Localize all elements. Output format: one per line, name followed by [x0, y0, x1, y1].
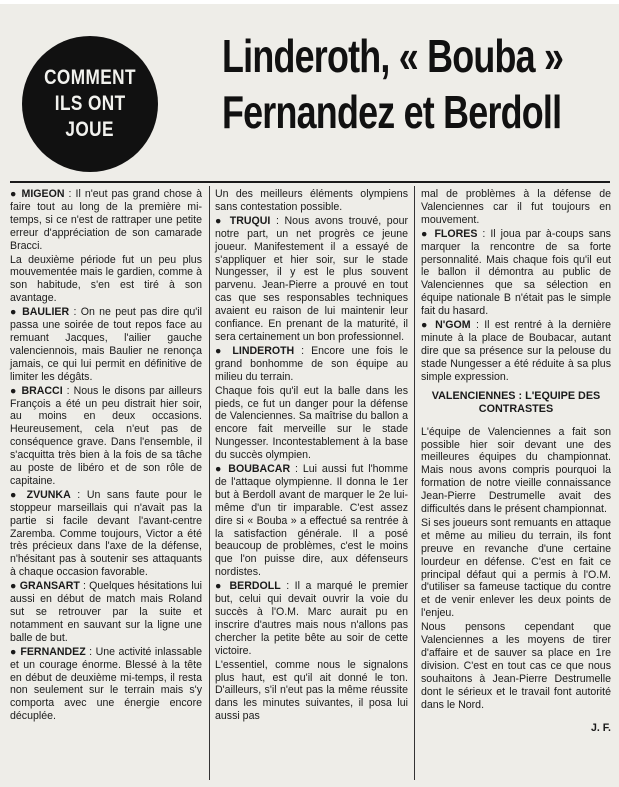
- commentary-paragraph: L'équipe de Valenciennes a fait son possible hier soir devant une des meilleures équipes du championnat. Mais nous avons compris pourquoi la formation de notre vieille connaissance Jean-Pierre Destrumelle avait des difficultés dans le présent championnat.: [421, 425, 611, 516]
- player-rating: ● BRACCI : Nous le disons par ailleurs François a été un peu distrait hier soir, au moins en deux occasions. Heureusement, cela n'eut pas de conséquence grave. Dans l'ensemble, il s'acquitta très bien à la fois de sa tâche au poste de libéro et de son rôle de capitaine.: [10, 384, 202, 487]
- headline-line-1: Linderoth, « Bouba »: [222, 30, 564, 82]
- player-rating-text: Nous avons trouvé, pour notre part, un net progrès ce jeune joueur. Manifestement il a essayé de s'appliquer et hier soir, sur le stade Nungesser, il y est le plus souvent parvenu. Jean-Pierre a prouvé en tout cas que ses responsables techniques avaient eu raison de lui maintenir leur confiance. En prenant de la maturité, il sera certainement un bon professionnel.: [215, 214, 408, 343]
- column-rule-1: [209, 186, 210, 780]
- section-subhead: VALENCIENNES : L'EQUIPE DES CONTRASTES: [431, 389, 601, 415]
- badge-line-3: JOUE: [65, 118, 115, 141]
- player-rating: ● N'GOM : Il est rentré à la dernière minute à la place de Boubacar, autant dire que sa présence sur la pelouse du stade Nungesser a été réduite à sa plus simple expression.: [421, 319, 611, 383]
- player-rating-text: Lui aussi fut l'homme de l'attaque olympienne. Il donna le 1er but à Berdoll avant de marquer le 2e lui-même d'un tir imparable. C'est assez dire si « Bouba » a effectué sa rentrée à la satisfaction générale. Il a posé beaucoup de problèmes, c'est le moins que l'on puisse dire, aux défenseurs nordistes.: [215, 463, 408, 579]
- player-rating: [421, 188, 611, 227]
- column-1: [10, 188, 202, 724]
- player-rating-text: Nous le disons par ailleurs François a été un peu distrait hier soir, au moins en deux occasions. Heureusement, cela n'eut pas de conséquence grave. Dans l'ensemble, il s'acquitta très bien à la fois de sa tâche au poste de libéro et de son rôle de capitaine.: [10, 384, 202, 487]
- commentary-paragraph: Si ses joueurs sont remuants en attaque et même au milieu du terrain, ils font preuve en revanche d'une certaine lourdeur en défense. C'est en fait ce principal défaut qui a permis à l'O.M. d'utiliser sa fameuse tactique du contre et de venir enlever les deux points de l'enjeu.: [421, 516, 611, 620]
- player-name: GRANSART: [19, 580, 80, 593]
- player-rating-text: La deuxième période fut un peu plus mouvementée mais le gardien, comme à son habitude, s'en est tiré à son avantage.: [10, 253, 202, 305]
- header-rule: [10, 181, 610, 183]
- top-margin: [0, 0, 619, 4]
- column-3: [421, 188, 611, 734]
- player-rating-text: Encore une fois le grand bonhomme de son équipe au milieu du terrain.: [215, 344, 408, 383]
- badge-line-2: ILS ONT: [54, 92, 126, 115]
- player-rating-text: Une activité inlassable et un courage énorme. Blessé à la tête en début de deuxième mi-temps, il resta non seulement sur le terrain mais s'y comporta avec une énergie encore décuplée.: [10, 645, 202, 723]
- player-rating: ● MIGEON : Il n'eut pas grand chose à faire tout au long de la première mi-temps, si ce n'est de rattraper une petite erreur d'appréciation de son camarade Bracci.: [10, 188, 202, 252]
- signature: J. F.: [590, 721, 611, 734]
- player-rating-text: mal de problèmes à la défense de Valenciennes car il fut toujours en mouvement.: [421, 188, 611, 226]
- player-rating-text: Il a marqué le premier but, celui qui devait ouvrir la voie du succès à l'O.M. Marc aurait pu en inscrire d'autres mais nous n'allons pas chercher la petite bête au soir de cette victoire.: [215, 580, 408, 657]
- badge-line-1: COMMENT: [44, 66, 136, 89]
- player-name: MIGEON: [21, 188, 65, 200]
- player-name: BRACCI: [21, 384, 63, 397]
- column-3-ratings: [421, 188, 611, 384]
- player-name: LINDEROTH: [232, 344, 295, 357]
- player-rating: ● FLORES : Il joua par à-coups sans marquer la rencontre de sa forte personnalité. Mais chaque fois qu'il eut le ballon il démontra au public de Valenciennes que sa sélection en équipe nationale B n'était pas le simple fait du hasard.: [421, 227, 611, 318]
- player-name: TRUQUI: [229, 214, 271, 227]
- player-rating-text: Il est rentré à la dernière minute à la place de Boubacar, autant dire que sa présence sur la pelouse du stade Nungesser a été réduite à sa plus simple expression.: [421, 319, 611, 383]
- player-name: FLORES: [434, 227, 478, 240]
- player-rating: [215, 659, 408, 724]
- player-rating: ● TRUQUI : Nous avons trouvé, pour notre part, un net progrès ce jeune joueur. Manifestement il a essayé de s'appliquer et hier soir, sur le stade Nungesser, il y est le plus souvent parvenu. Jean-Pierre a prouvé en tout cas que ses responsables techniques avaient eu raison de lui maintenir leur confiance. En prenant de la maturité, il sera certainement un bon professionnel.: [215, 214, 408, 343]
- section-badge: [22, 36, 158, 172]
- player-name: BOUBACAR: [228, 463, 291, 476]
- player-rating-text: L'essentiel, comme nous le signalons plus haut, est qu'il ait donné le ton. D'ailleurs, s'il n'eut pas la même réussite dans les minutes suivantes, il posa lui aussi pas: [215, 658, 408, 723]
- commentary-paragraph: Nous pensons cependant que Valenciennes a les moyens de tirer d'affaire et de sauver sa place en 1re division. C'est en tout cas ce que nous souhaitons à Jean-Pierre Destrumelle dont le sérieux et le travail font autorité dans le Nord.: [421, 621, 611, 711]
- player-rating: [215, 385, 408, 462]
- column-2: [215, 188, 408, 724]
- player-name: N'GOM: [435, 319, 471, 332]
- player-name: BERDOLL: [229, 580, 281, 593]
- player-rating-text: Quelques hésitations lui aussi en début de match mais Roland sut se retrouver par la suite et notamment en sauvant sur la ligne une balle de but.: [10, 580, 202, 644]
- player-rating: ● GRANSART : Quelques hésitations lui aussi en début de match mais Roland sut se retrouver par la suite et notamment en sauvant sur la ligne une balle de but.: [10, 580, 202, 644]
- player-rating: ● BAULIER : On ne peut pas dire qu'il passa une soirée de tout repos face au remuant Jacques, l'ailier gauche valenciennois, mais Baulier ne renonça jamais, ce qui lui permit en définitive de limiter les dégâts.: [10, 306, 202, 383]
- player-rating-text: On ne peut pas dire qu'il passa une soirée de tout repos face au remuant Jacques, l'ailier gauche valenciennois, mais Baulier ne renonça jamais, ce qui lui permit en définitive de limiter les dégâts.: [10, 306, 202, 383]
- column-3-commentary: [421, 426, 611, 712]
- player-rating-text: Un des meilleurs éléments olympiens sans contestation possible.: [215, 188, 408, 213]
- player-rating-text: Il joua par à-coups sans marquer la rencontre de sa forte personnalité. Mais chaque fois qu'il eut le ballon il démontra au public de Valenciennes que sa sélection en équipe nationale B n'était pas le simple fait du hasard.: [421, 227, 611, 318]
- player-name: BAULIER: [22, 306, 70, 319]
- player-rating: ● FERNANDEZ : Une activité inlassable et un courage énorme. Blessé à la tête en début de deuxième mi-temps, il resta non seulement sur le terrain mais s'y comporta avec une énergie encore décuplée.: [10, 645, 202, 723]
- headline: [222, 28, 612, 140]
- player-rating: [10, 254, 202, 306]
- player-rating: [215, 188, 408, 214]
- player-name: ZVUNKA: [26, 488, 71, 501]
- player-rating: ● LINDEROTH : Encore une fois le grand bonhomme de son équipe au milieu du terrain.: [215, 344, 408, 383]
- player-rating-text: Un sans faute pour le stoppeur marseillais qui n'avait pas la partie si facile devant l'avant-centre Zaremba. Comme toujours, Victor a été très précieux dans l'axe de la défense, n'hésitant pas à soutenir ses attaquants à chaque occasion favorable.: [10, 488, 202, 579]
- player-rating: ● BERDOLL : Il a marqué le premier but, celui qui devait ouvrir la voie du succès à l'O.M. Marc aurait pu en inscrire d'autres mais nous n'allons pas chercher la petite bête au soir de cette victoire.: [215, 580, 408, 657]
- player-rating: ● ZVUNKA : Un sans faute pour le stoppeur marseillais qui n'avait pas la partie si facile devant l'avant-centre Zaremba. Comme toujours, Victor a été très précieux dans l'axe de la défense, n'hésitant pas à soutenir ses attaquants à chaque occasion favorable.: [10, 488, 202, 579]
- player-rating: ● BOUBACAR : Lui aussi fut l'homme de l'attaque olympienne. Il donna le 1er but à Berdoll avant de marquer le 2e lui-même d'un tir imparable. C'est assez dire si « Bouba » a effectué sa rentrée à la satisfaction générale. Il a posé beaucoup de problèmes, c'est le moins que l'on puisse dire, aux défenseurs nordistes.: [215, 463, 408, 579]
- player-name: FERNANDEZ: [20, 645, 86, 658]
- headline-line-2: Fernandez et Berdoll: [222, 86, 562, 138]
- player-rating-text: Chaque fois qu'il eut la balle dans les pieds, ce fut un danger pour la défense de Valenciennes. Sa maîtrise du ballon a encore fait merveille sur le stade Nungesser. Incontestablement à la base du succès olympien.: [215, 384, 408, 462]
- column-rule-2: [414, 186, 415, 780]
- player-rating-text: Il n'eut pas grand chose à faire tout au long de la première mi-temps, si ce n'est de rattraper une petite erreur d'appréciation de son camarade Bracci.: [10, 188, 202, 252]
